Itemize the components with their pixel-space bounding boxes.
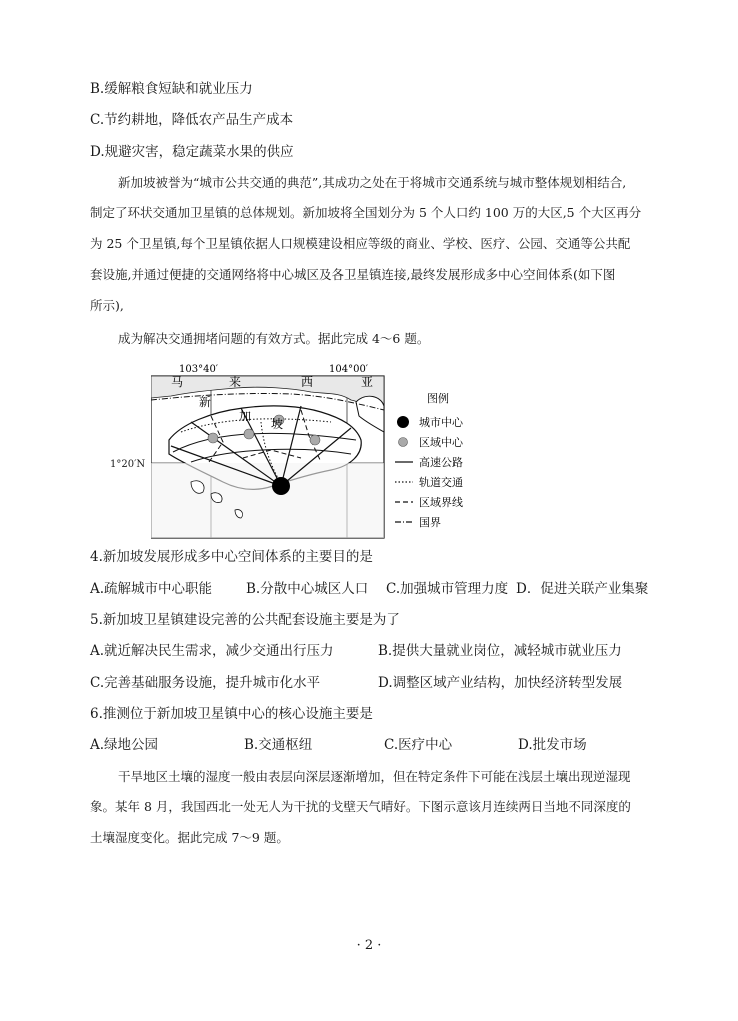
passage2-line-3: 土壤湿度变化。据此完成 7～9 题。 <box>90 830 289 845</box>
question-6-choice-b: B.交通枢纽 <box>244 737 313 753</box>
legend-rail: 轨道交通 <box>419 476 463 489</box>
passage2-line-1: 干旱地区土壤的湿度一般由表层向深层逐渐增加，但在特定条件下可能在浅层土壤出现逆湿现 <box>118 769 631 784</box>
label-xin: 新 <box>199 395 212 409</box>
label-ya: 亚 <box>361 375 374 389</box>
legend-border: 国界 <box>419 516 441 529</box>
passage1-line-6: 成为解决交通拥堵问题的有效方式。据此完成 4～6 题。 <box>118 331 430 346</box>
label-lai: 来 <box>229 375 242 389</box>
question-6-choice-c: C.医疗中心 <box>384 737 453 753</box>
legend-city-center: 城市中心 <box>419 416 463 429</box>
question-4-choice-d: D．促进关联产业集聚 <box>516 581 649 597</box>
passage2-line-2: 象。某年 8 月，我国西北一处无人为干扰的戈壁天气晴好。下图示意该月连续两日当地不同深度的 <box>90 799 631 814</box>
legend-highway: 高速公路 <box>419 456 463 469</box>
passage1-line-2: 制定了环状交通加卫星镇的总体规划。新加坡将全国划分为 5 个人口约 100 万的大区,5 个大区再分 <box>90 205 642 220</box>
map-lon-left: 103°40′ <box>179 364 219 375</box>
legend-title: 图例 <box>427 392 449 405</box>
question-4-choice-a: A.疏解城市中心职能 <box>90 581 213 597</box>
question-4-choice-b: B.分散中心城区人口 <box>246 581 369 597</box>
page-number: · 2 · <box>356 938 382 953</box>
question-4-stem: 4.新加坡发展形成多中心空间体系的主要目的是 <box>90 549 373 565</box>
singapore-map <box>151 362 471 540</box>
label-po: 坡 <box>271 417 284 431</box>
label-ma: 马 <box>171 375 184 389</box>
map-lon-right: 104°00′ <box>329 364 369 375</box>
question-5-choice-c: C.完善基础服务设施，提升城市化水平 <box>90 675 321 691</box>
prev-option-b: B.缓解粮食短缺和就业压力 <box>90 81 253 97</box>
question-5-stem: 5.新加坡卫星镇建设完善的公共配套设施主要是为了 <box>90 612 400 628</box>
question-5-choice-a: A.就近解决民生需求，减少交通出行压力 <box>90 643 334 659</box>
passage1-line-5: 所示), <box>90 298 124 313</box>
prev-option-d: D.规避灾害，稳定蔬菜水果的供应 <box>90 144 294 160</box>
prev-option-c: C.节约耕地，降低农产品生产成本 <box>90 112 294 128</box>
question-5-choice-b: B.提供大量就业岗位，减轻城市就业压力 <box>378 643 622 659</box>
passage1-line-4: 套设施,并通过便捷的交通网络将中心城区及各卫星镇连接,最终发展形成多中心空间体系(如下图 <box>90 267 616 282</box>
region-center-marker <box>208 433 218 443</box>
label-xi: 西 <box>301 375 314 389</box>
region-center-marker <box>310 435 320 445</box>
city-center-marker <box>272 477 290 495</box>
question-6-choice-a: A.绿地公园 <box>90 737 159 753</box>
region-center-marker <box>244 429 254 439</box>
map-lat-label: 1°20′N <box>110 459 146 470</box>
passage1-line-1: 新加坡被誉为“城市公共交通的典范”,其成功之处在于将城市交通系统与城市整体规划相结合, <box>118 175 627 190</box>
question-6-stem: 6.推测位于新加坡卫星镇中心的核心设施主要是 <box>90 706 373 722</box>
legend-region-center: 区域中心 <box>419 436 463 449</box>
label-jia: 加 <box>239 409 252 423</box>
singapore-map-figure <box>151 362 471 540</box>
legend-region-boundary: 区域界线 <box>419 496 463 509</box>
question-6-choice-d: D.批发市场 <box>518 737 587 753</box>
passage1-line-3: 为 25 个卫星镇,每个卫星镇依据人口规模建设相应等级的商业、学校、医疗、公园、交通等公共配 <box>90 236 631 251</box>
question-5-choice-d: D.调整区域产业结构，加快经济转型发展 <box>378 675 623 691</box>
question-4-choice-c: C.加强城市管理力度 <box>386 581 509 597</box>
